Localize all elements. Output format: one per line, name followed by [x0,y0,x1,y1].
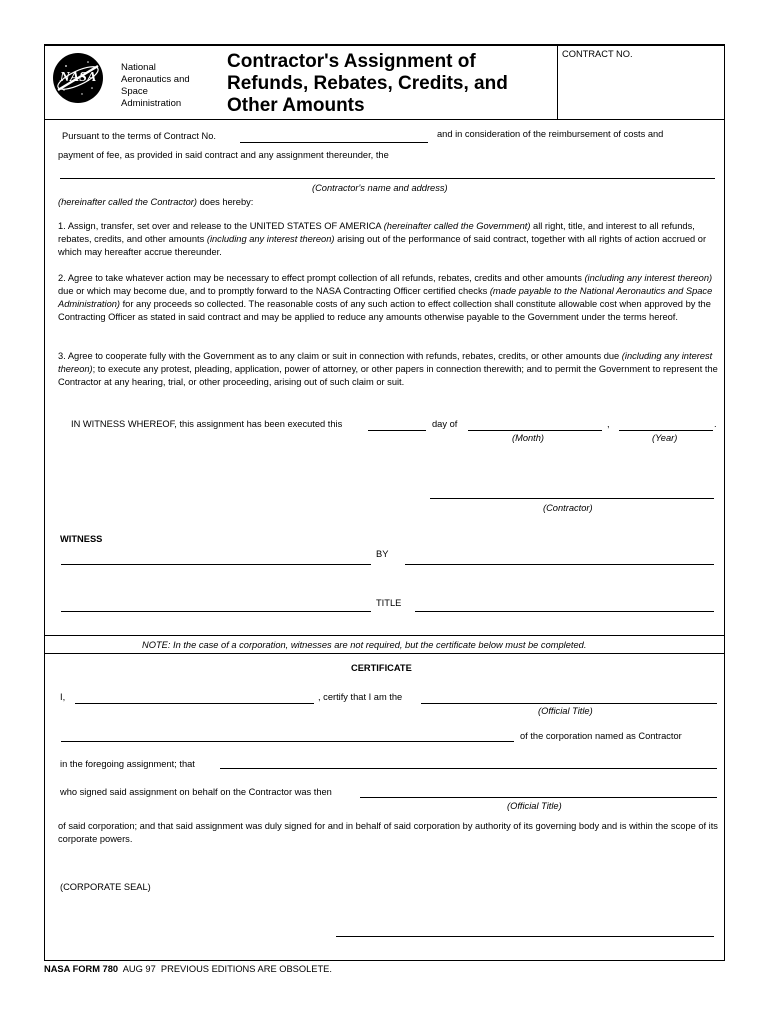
agency-line: Space [121,86,148,97]
agency-line: Aeronautics and [121,74,190,85]
official-title-field-1[interactable] [421,703,717,704]
p1-text: all right, title, and interest to all refunds, rebates, credits, and other amounts [58,221,695,244]
edition-text: AUG 97 PREVIOUS EDITIONS ARE OBSOLETE. [118,964,332,974]
corporation-field[interactable] [61,741,514,742]
year-field[interactable] [619,430,713,431]
agency-name [121,62,190,110]
day-of-text: day of [432,419,458,429]
certificate-closing: of said corporation; and that said assignment was duly signed for and in behalf of said corporation by authority of its governing body and is within the scope of its corporate powers. [58,821,718,844]
of-corporation-text: of the corporation named as Contractor [520,731,682,741]
hereinafter-line [58,196,253,208]
official-title-field-2[interactable] [360,797,717,798]
by-field[interactable] [405,564,714,565]
p2-italic: (including any interest thereon) [584,273,713,283]
footer-text [44,963,332,975]
title-label: TITLE [376,598,402,608]
logo-text: NASA [59,70,97,85]
p1-text: arising out of the performance of said contract, together with all rights of action accrued or which may hereafter accrue thereunder. [58,234,707,257]
month-field[interactable] [468,430,602,431]
witness-label: WITNESS [60,534,103,544]
p1-italic: (including any interest thereon) [206,234,335,244]
p2-italic: (made payable to the National Aeronautics and Space Administration) [58,286,713,309]
certifier-signature-field[interactable] [336,936,714,937]
certify-text: , certify that I am the [318,692,403,702]
form-title [227,51,508,117]
title-line: Refunds, Rebates, Credits, and [227,73,508,94]
note-divider-top [44,635,725,636]
witness-whereof-text: IN WITNESS WHEREOF, this assignment has been executed this [71,419,343,429]
p3-text: 3. Agree to cooperate fully with the Government as to any claim or suit in connection with refunds, rebates, credits, or other amounts due [58,351,622,361]
p2-text: 2. Agree to take whatever action may be necessary to effect prompt collection of all refunds, rebates, credits and other amounts [58,273,585,283]
consideration-text: and in consideration of the reimbursement of costs and [437,129,664,139]
does-hereby: does hereby: [197,197,254,207]
p1-text: 1. Assign, transfer, set over and release to the UNITED STATES OF AMERICA [58,221,384,231]
contract-no-field[interactable] [240,142,428,143]
header-divider [44,119,725,120]
contract-no-box[interactable] [557,44,559,119]
foregoing-field[interactable] [220,768,717,769]
day-field[interactable] [368,430,426,431]
p2-text: for any proceeds so collected. The reasonable costs of any such action to effect collection shall constitute allowable cost when approved by the Contracting Officer as stated in said contract and may be applied to reduce any amounts otherwise payable to the Government under the terms hereof. [58,299,711,322]
note-text: NOTE: In the case of a corporation, witnesses are not required, but the certificate below must be completed. [142,640,587,650]
certificate-heading: CERTIFICATE [351,663,412,673]
note-divider-bottom [44,653,725,654]
corporate-seal-label: (CORPORATE SEAL) [60,882,151,892]
by-label: BY [376,549,389,559]
title-field[interactable] [415,611,714,612]
p2-text: due or which may become due, and to promptly forward to the NASA Contracting Officer certified checks [58,286,490,296]
official-title-caption-2: (Official Title) [507,801,562,811]
p3-text: ; to execute any protest, pleading, application, power of attorney, or other papers in connection therewith; and to permit the Government to represent the Contractor at any hearing, trial, or other proceeding, arising out of such claim or suit. [58,364,718,387]
certifier-name-field[interactable] [75,703,314,704]
title-line: Other Amounts [227,95,365,116]
period: . [714,419,717,429]
paragraph-1 [58,220,728,259]
comma: , [607,419,610,429]
who-signed-text: who signed said assignment on behalf on the Contractor was then [60,787,332,797]
form-id: NASA FORM 780 [44,964,119,974]
month-caption: (Month) [512,433,545,443]
contract-no-label: CONTRACT NO. [562,49,633,59]
nasa-logo [52,52,104,104]
contractor-signature-field[interactable] [430,498,714,499]
contractor-sig-caption: (Contractor) [543,503,593,513]
foregoing-text: in the foregoing assignment; that [60,759,195,769]
witness-field-2[interactable] [61,611,371,612]
agency-line: Administration [121,98,182,109]
agency-line: National [121,62,156,73]
paragraph-2 [58,272,728,324]
pursuant-label: Pursuant to the terms of Contract No. [62,131,216,141]
hereinafter-contractor: (hereinafter called the Contractor) [58,197,198,207]
i-label: I, [60,692,66,702]
contractor-caption: (Contractor's name and address) [312,183,448,193]
p1-italic: (hereinafter called the Government) [383,221,531,231]
title-line: Contractor's Assignment of [227,51,476,72]
official-title-caption-1: (Official Title) [538,706,593,716]
p3-italic: (including any interest thereon) [58,351,713,374]
paragraph-3 [58,350,728,389]
witness-field-1[interactable] [61,564,371,565]
contractor-name-field[interactable] [60,178,715,179]
payment-text: payment of fee, as provided in said contract and any assignment thereunder, the [58,150,389,160]
year-caption: (Year) [652,433,678,443]
